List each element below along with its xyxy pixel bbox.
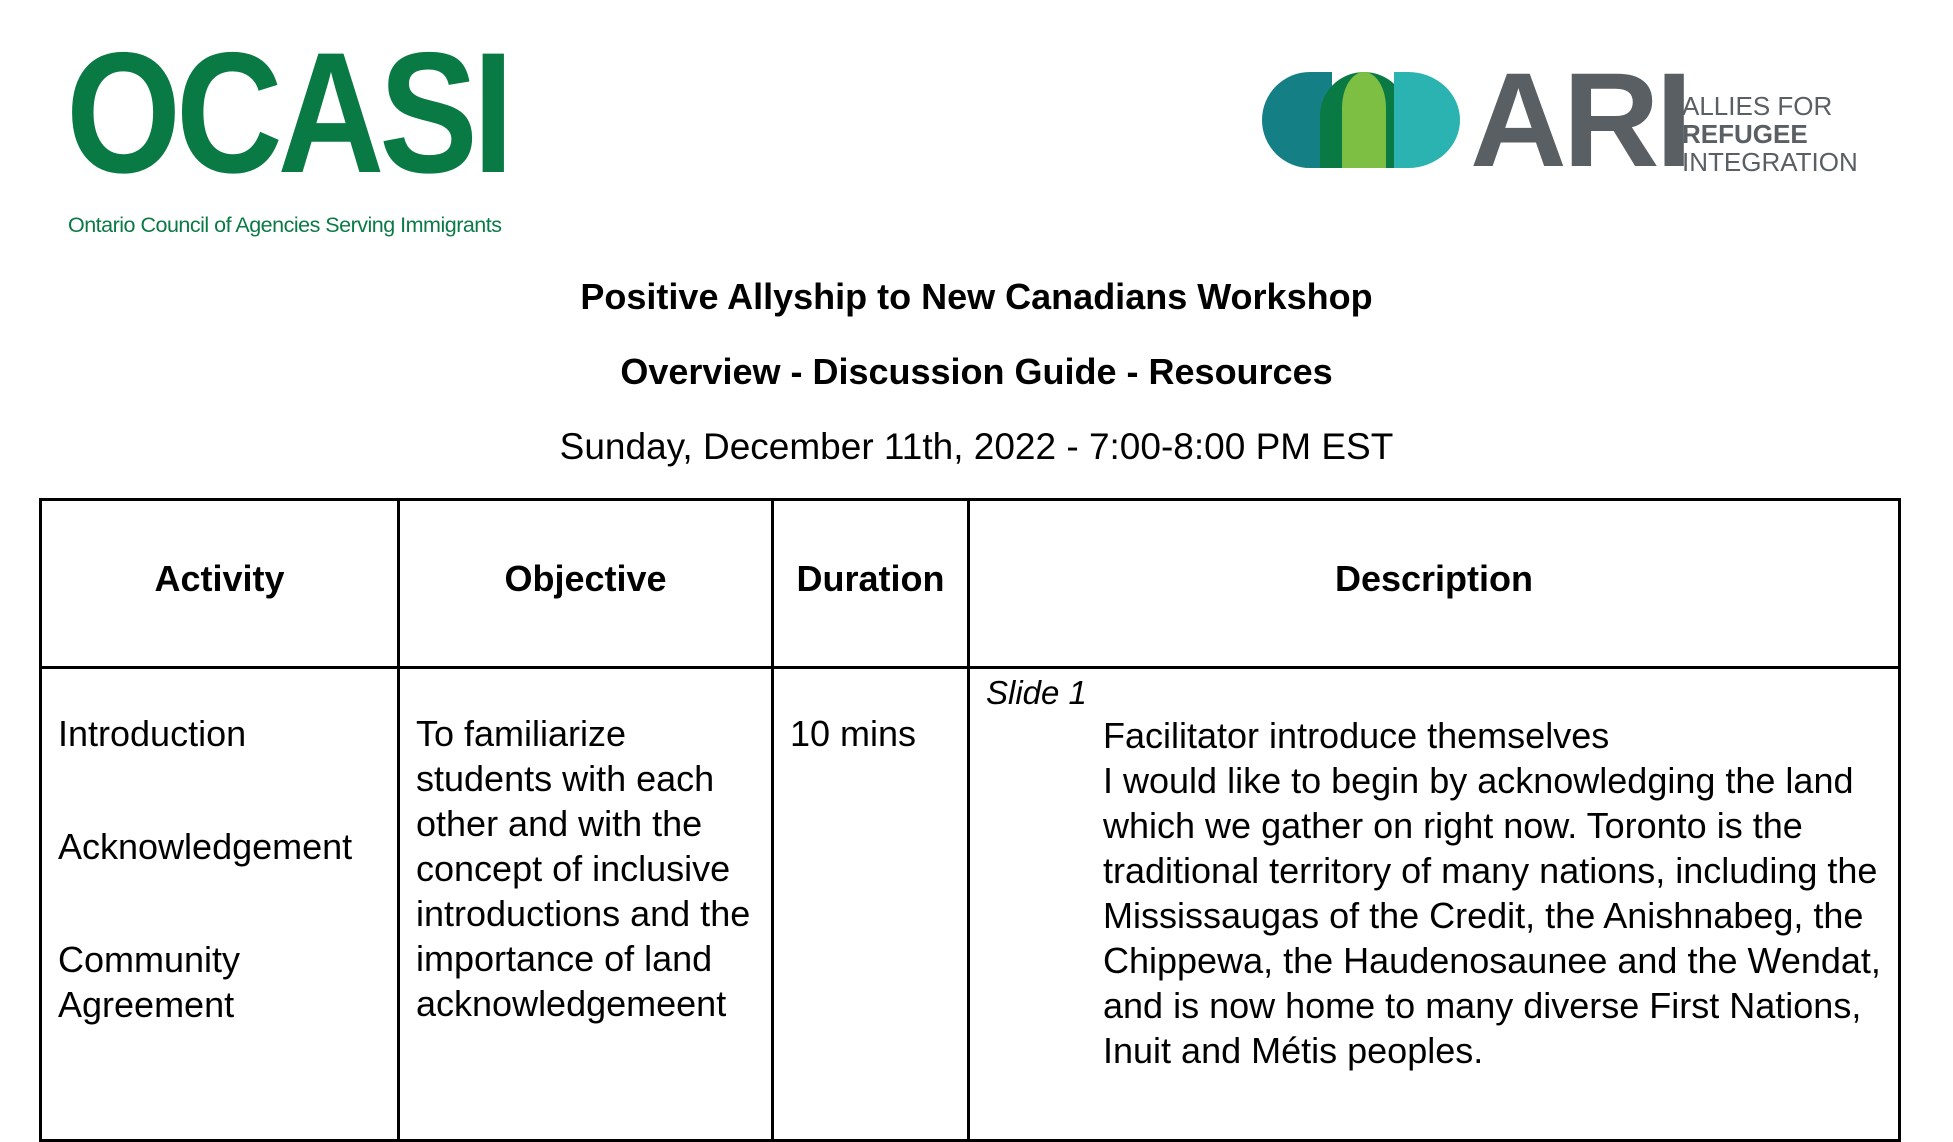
activity-acknowledgement: Acknowledgement <box>58 826 353 867</box>
column-header-activity: Activity <box>41 500 399 668</box>
activity-cell <box>41 668 399 1141</box>
ocasi-tagline: Ontario Council of Agencies Serving Immigrants <box>68 213 502 237</box>
document-title: Positive Allyship to New Canadians Workshop <box>580 276 1373 317</box>
activity-community-agreement: Community Agreement <box>58 939 241 1025</box>
ocasi-logo <box>66 17 516 237</box>
table-row <box>41 668 1900 1141</box>
description-intro: Facilitator introduce themselves <box>1103 715 1610 756</box>
objective-cell <box>399 668 773 1141</box>
land-acknowledgement-text: I would like to begin by acknowledging the land which we gather on right now. Toronto is the traditional territory of many nations, including the Mississaugas of the Credit, the Anishnabeg, the Chippewa, the Haudenosaunee and the Wendat, and is now home to many diverse First Nations, Inuit and Métis peoples. <box>1103 760 1881 1071</box>
ari-logo-mark-icon <box>1258 68 1478 172</box>
ari-tagline-line2: REFUGEE <box>1682 119 1808 149</box>
ocasi-wordmark: OCASI <box>66 17 509 209</box>
objective-text: To familiarize students with each other and with the concept of inclusive introductions and the importance of land acknowledgemeent <box>416 713 751 1024</box>
ari-wordmark: ARI <box>1470 46 1689 195</box>
ari-tagline <box>1682 92 1858 176</box>
ari-logo <box>1258 46 1878 195</box>
workshop-table <box>39 498 1901 1142</box>
ari-tagline-line1: ALLIES FOR <box>1682 91 1833 121</box>
duration-cell <box>773 668 969 1141</box>
column-header-objective: Objective <box>399 500 773 668</box>
description-cell <box>969 668 1900 1141</box>
duration-text: 10 mins <box>790 713 917 754</box>
ari-tagline-line3: INTEGRATION <box>1682 147 1858 177</box>
event-date: Sunday, December 11th, 2022 - 7:00-8:00 PM EST <box>559 426 1394 467</box>
slide-label: Slide 1 <box>986 674 1087 711</box>
table-header-row <box>41 500 1900 668</box>
document-subtitle: Overview - Discussion Guide - Resources <box>620 351 1333 392</box>
column-header-duration: Duration <box>773 500 969 668</box>
column-header-description: Description <box>969 500 1900 668</box>
activity-introduction: Introduction <box>58 713 247 754</box>
